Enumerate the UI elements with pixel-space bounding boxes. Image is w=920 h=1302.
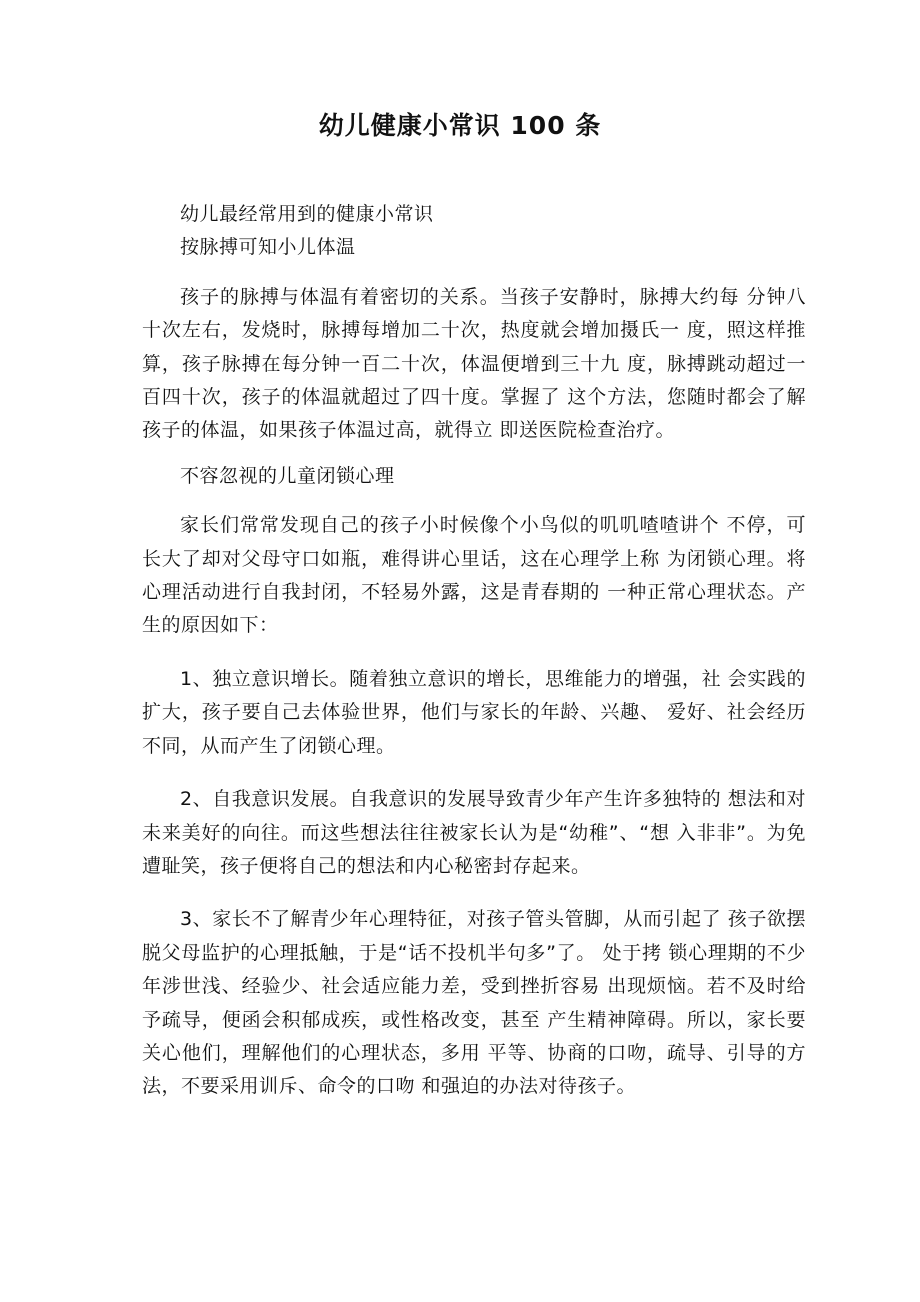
body-paragraph: 3、家长不了解青少年心理特征，对孩子管头管脚，从而引起了 孩子欲摆脱父母监护的心理抵触，于是“话不投机半句多”了。 处于拷 锁心理期的不少年涉世浅、经验少、社会适应能力差，受到挫折容易 出现烦恼。若不及时给予疏导，便函会积郁成疾，或性格改变，甚至 产生精神障碍。所以，家长要关心他们，理解他们的心理状态，多用 平等、协商的口吻，疏导、引导的方法，不要采用训斥、命令的口吻 和强迫的办法对待孩子。 (142, 908, 806, 1098)
document-title: 幼儿健康小常识 100 条 (318, 111, 602, 140)
section-heading: 幼儿最经常用到的健康小常识 (180, 203, 434, 225)
body-paragraph: 1、独立意识增长。随着独立意识的增长，思维能力的增强，社 会实践的扩大，孩子要自己去体验世界，他们与家长的年龄、兴趣、 爱好、社会经历不同，从而产生了闭锁心理。 (142, 667, 806, 757)
body-paragraph: 孩子的脉搏与体温有着密切的关系。当孩子安静时，脉搏大约每 分钟八十次左右，发烧时，脉搏每增加二十次，热度就会增加摄氏一 度，照这样推算，孩子脉搏在每分钟一百二十次，体温便增到三十九 度，脉搏跳动超过一百四十次，孩子的体温就超过了四十度。掌握了 这个方法，您随时都会了解孩子的体温，如果孩子体温过高，就得立 即送医院检查治疗。 (142, 285, 806, 442)
document-body (142, 198, 806, 1104)
body-paragraph: 家长们常常发现自己的孩子小时候像个小鸟似的叽叽喳喳讲个 不停，可长大了却对父母守口如瓶，难得讲心里话，这在心理学上称 为闭锁心理。将心理活动进行自我封闭，不轻易外露，这是青春期的 一种正常心理状态。产生的原因如下： (142, 514, 806, 637)
section-heading: 不容忽视的儿童闭锁心理 (180, 464, 395, 487)
section-heading: 按脉搏可知小儿体温 (180, 236, 356, 259)
body-paragraph: 2、自我意识发展。自我意识的发展导致青少年产生许多独特的 想法和对未来美好的向往。而这些想法往往被家长认为是“幼稚”、“想 入非非”。为免遭耻笑，孩子便将自己的想法和内心秘密封存起来。 (142, 788, 806, 877)
